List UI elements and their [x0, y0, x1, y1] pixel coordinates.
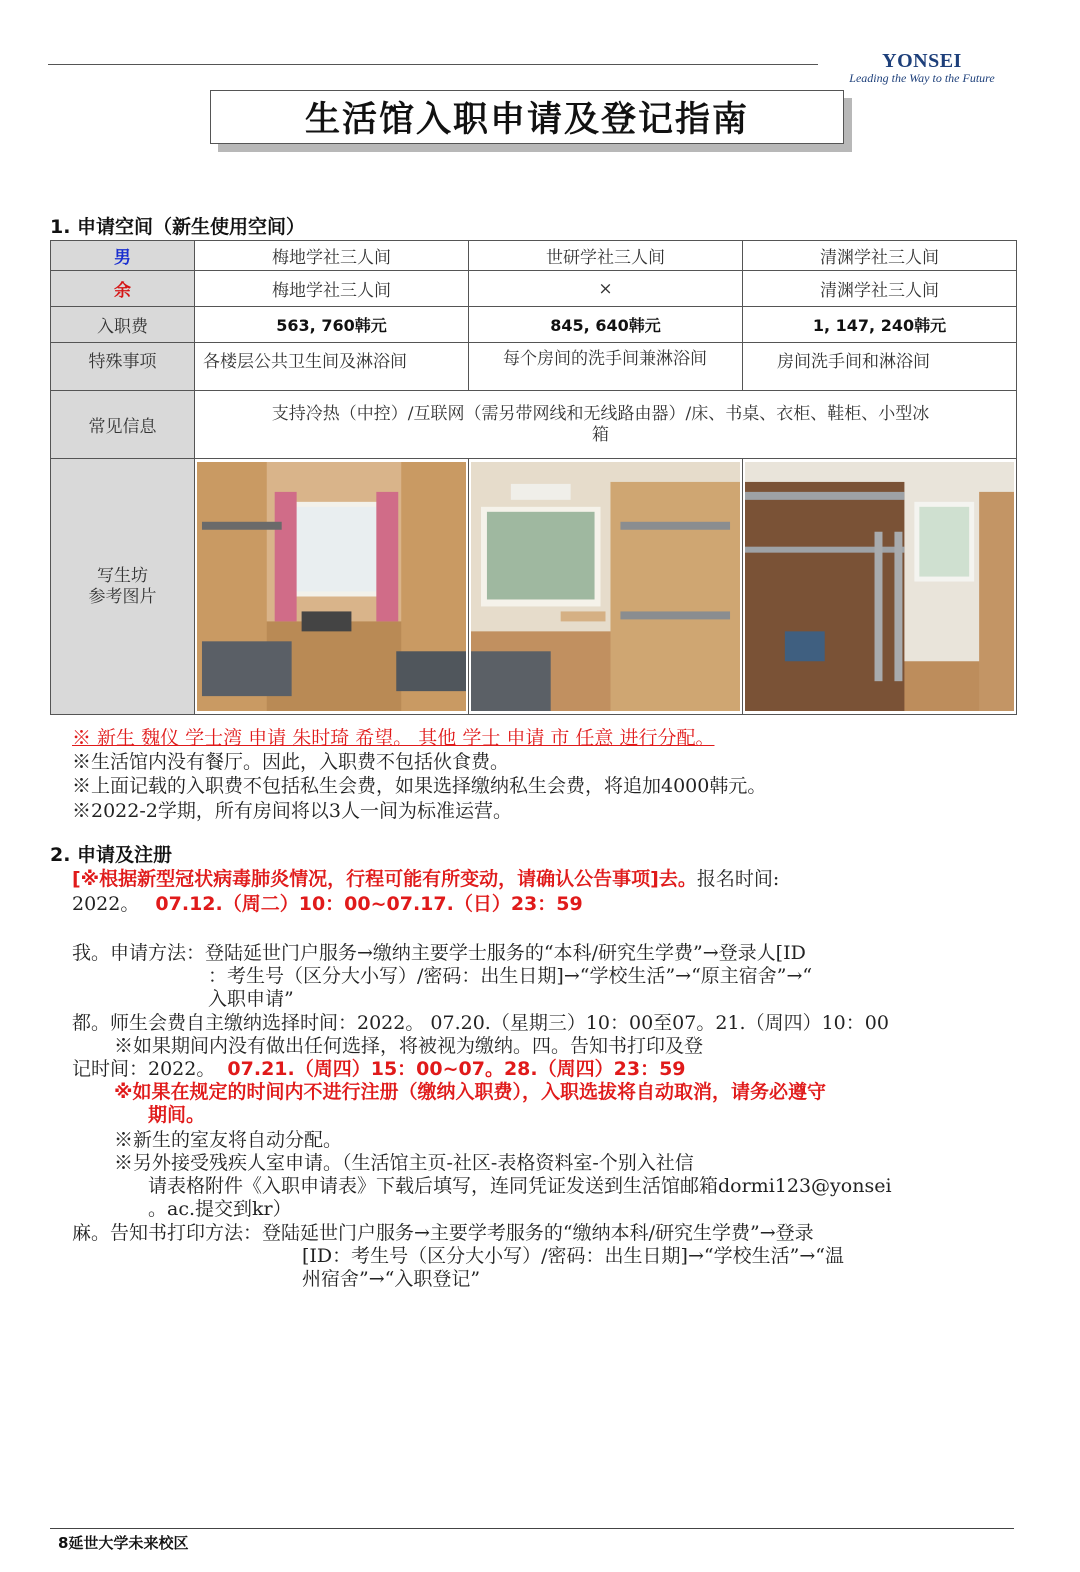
cell-special-2: 每个房间的洗手间兼淋浴间 [469, 343, 743, 391]
room-photo-1 [197, 462, 466, 711]
photo-label-line2: 参考图片 [88, 586, 157, 607]
row-female [51, 271, 1017, 307]
label-photos [51, 459, 195, 715]
room-photo-2 [471, 462, 740, 711]
print-line-1: 麻。告知书打印方法：登陆延世门户服务→主要学考服务的“缴纳本科/研究生学费”→登录 [72, 1222, 814, 1244]
footer-text: 8延世大学未来校区 [58, 1534, 189, 1552]
notice-prefix: 记时间：2022。 [72, 1058, 216, 1080]
section2-heading: 2. 申请及注册 [50, 844, 173, 866]
header-rule [48, 64, 818, 65]
notice-time: 07.21.（周四）15：00~07。28.（周四）23：59 [227, 1058, 686, 1080]
footer-rule [50, 1528, 1014, 1529]
section1-heading: 1. 申请空间（新生使用空间） [50, 216, 306, 238]
row-fee [51, 307, 1017, 343]
cell-special-1: 各楼层公共卫生间及淋浴间 [195, 343, 469, 391]
registration-period [72, 889, 583, 916]
registration-year: 2022。 [72, 893, 140, 915]
room-table [50, 240, 1017, 715]
method-line-2: ：考生号（区分大小写）/密码：出生日期]→“学校生活”→“原主宿舍”→“ [208, 965, 813, 987]
cell-female-3: 清渊学社三人间 [743, 271, 1017, 307]
label-female: 余 [51, 271, 195, 307]
row-male [51, 241, 1017, 271]
cell-female-1: 梅地学社三人间 [195, 271, 469, 307]
fee-select-line-1: 都。师生会费自主缴纳选择时间：2022。 07.20.（星期三）10：00至07。21.（周四）10：00 [72, 1012, 889, 1034]
disabled-note-2: 请表格附件《入职申请表》下载后填写，连同凭证发送到生活馆邮箱dormi123@yonsei [148, 1175, 892, 1197]
note-semester: ※2022-2学期，所有房间将以3人一间为标准运营。 [72, 800, 512, 822]
registration-time: 07.12.（周二）10：00~07.17.（日）23：59 [155, 893, 583, 915]
label-male: 男 [51, 241, 195, 271]
logo-tagline: Leading the Way to the Future [849, 71, 995, 85]
title-box [210, 90, 844, 144]
label-common: 常见信息 [51, 391, 195, 459]
yonsei-logo [822, 50, 1022, 86]
cell-female-2: × [469, 271, 743, 307]
print-line-3: 州宿舍”→“入职登记” [302, 1268, 481, 1290]
registration-label: 报名时间: [696, 868, 780, 890]
row-special [51, 343, 1017, 391]
roommate-note: ※新生的室友将自动分配。 [114, 1129, 343, 1151]
photo-cell-2 [469, 459, 743, 715]
fee-select-line-2: ※如果期间内没有做出任何选择，将被视为缴纳。四。告知书打印及登 [114, 1035, 704, 1057]
cell-male-2: 世研学社三人间 [469, 241, 743, 271]
disabled-note-1: ※另外接受残疾人室申请。（生活馆主页-社区-表格资料室-个别入社信 [114, 1152, 694, 1174]
registration-line [72, 864, 779, 891]
note-allocation: ※ 新生 魏仪 学士湾 申请 朱时琦 希望。 其他 学士 申请 市 任意 进行分配。 [72, 727, 715, 749]
covid-warning: [※根据新型冠状病毒肺炎情况，行程可能有所变动，请确认公告事项]去。 [72, 868, 697, 890]
label-fee: 入职费 [51, 307, 195, 343]
photo-cell-3 [743, 459, 1017, 715]
disabled-note-3: 。ac.提交到kr） [148, 1198, 292, 1220]
cell-common: 支持冷热（中控）/互联网（需另带网线和无线路由器）/床、书桌、衣柜、鞋柜、小型冰箱 [195, 391, 1017, 459]
room-photo-3 [745, 462, 1014, 711]
cell-fee-2: 845, 640韩元 [469, 307, 743, 343]
photo-label-line1: 写生坊 [97, 565, 148, 586]
note-no-cafeteria: ※生活馆内没有餐厅。因此，入职费不包括伙食费。 [72, 751, 510, 773]
note-fee-excludes: ※上面记载的入职费不包括私生会费，如果选择缴纳私生会费，将追加4000韩元。 [72, 775, 767, 797]
row-common [51, 391, 1017, 459]
print-line-2: [ID：考生号（区分大小写）/密码：出生日期]→“学校生活”→“温 [302, 1245, 844, 1267]
cancel-warning-1: ※如果在规定的时间内不进行注册（缴纳入职费），入职选拔将自动取消，请务必遵守 [114, 1081, 826, 1103]
page-title: 生活馆入职申请及登记指南 [304, 100, 749, 140]
cancel-warning-2: 期间。 [148, 1104, 206, 1126]
cell-fee-3: 1, 147, 240韩元 [743, 307, 1017, 343]
cell-fee-1: 563, 760韩元 [195, 307, 469, 343]
method-line-1: 我。申请方法：登陆延世门户服务→缴纳主要学士服务的“本科/研究生学费”→登录人[ID [72, 942, 806, 964]
cell-male-3: 清渊学社三人间 [743, 241, 1017, 271]
label-special: 特殊事项 [51, 343, 195, 391]
row-photos [51, 459, 1017, 715]
method-line-3: 入职申请” [208, 988, 294, 1010]
cell-special-3: 房间洗手间和淋浴间 [743, 343, 1017, 391]
logo-name: YONSEI [882, 50, 962, 72]
cell-male-1: 梅地学社三人间 [195, 241, 469, 271]
photo-cell-1 [195, 459, 469, 715]
